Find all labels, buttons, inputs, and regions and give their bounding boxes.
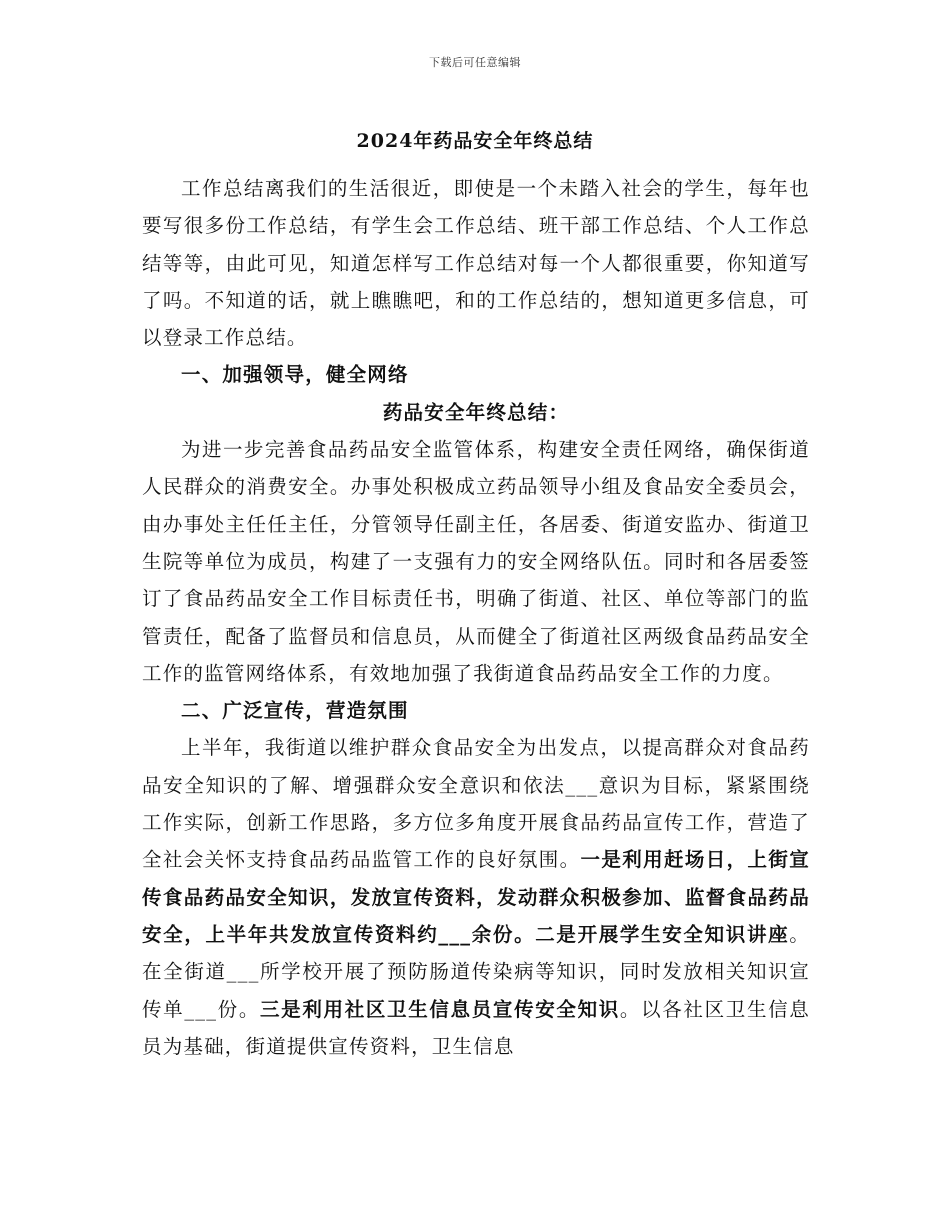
section-heading-2: 二、广泛宣传，营造氛围 xyxy=(181,699,409,723)
section-subheading: 药品安全年终总结： xyxy=(382,400,570,424)
section-1-paragraph: 为进一步完善食品药品安全监管体系，构建安全责任网络，确保街道人民群众的消费安全。办事处积极成立药品领导小组及食品安全委员会，由办事处主任任主任，分管领导任副主任，各居委、街道安监办、街道卫生院等单位为成员，构建了一支强有力的安全网络队伍。同时和各居委签订了食品药品安全工作目标责任书，明确了街道、社区、单位等部门的监管责任，配备了监督员和信息员，从而健全了街道社区两级食品药品安全工作的监管网络体系，有效地加强了我街道食品药品安全工作的力度。 xyxy=(142,438,810,685)
intro-paragraph: 工作总结离我们的生活很近，即使是一个未踏入社会的学生，每年也要写很多份工作总结，有学生会工作总结、班干部工作总结、个人工作总结等等，由此可见，知道怎样写工作总结对每一个人都很重要，你知道写了吗。不知道的话，就上瞧瞧吧，和的工作总结的，想知道更多信息，可以登录工作总结。 xyxy=(142,177,810,350)
section-2-text-2: 。在全街道___所学校开展了预防肠道传染病等知识，同时发放相关知识宣传单___份。 xyxy=(142,922,810,1021)
section-heading-1: 一、加强领导，健全网络 xyxy=(181,363,409,387)
section-2-text-1: 上半年，我街道以维护群众食品安全为出发点，以提高群众对食品药品安全知识的了解、增强群众安全意识和依法___意识为目标，紧紧围绕工作实际，创新工作思路，多方位多角度开展食品药品宣传工作，营造了全社会关怀支持食品药品监管工作的良好氛围。 xyxy=(142,736,810,872)
section-2-paragraph xyxy=(142,729,810,1065)
section-2-bold-1: 一是利用赶场日，上街宣传食品药品安全知识，发放宣传资料，发动群众积极参加、监督食品药品安全，上半年共发放宣传资料约___余份。二是开展学生安全知识讲座 xyxy=(142,848,811,946)
document-body xyxy=(142,170,810,1065)
document-title: 2024年药品安全年终总结 xyxy=(356,130,594,152)
section-2-bold-2: 三是利用社区卫生信息员宣传安全知识 xyxy=(260,997,620,1021)
header-note: 下载后可任意编辑 xyxy=(429,56,521,69)
section-2-text-3: 。以各社区卫生信息员为基础，街道提供宣传资料，卫生信息 xyxy=(142,997,810,1058)
